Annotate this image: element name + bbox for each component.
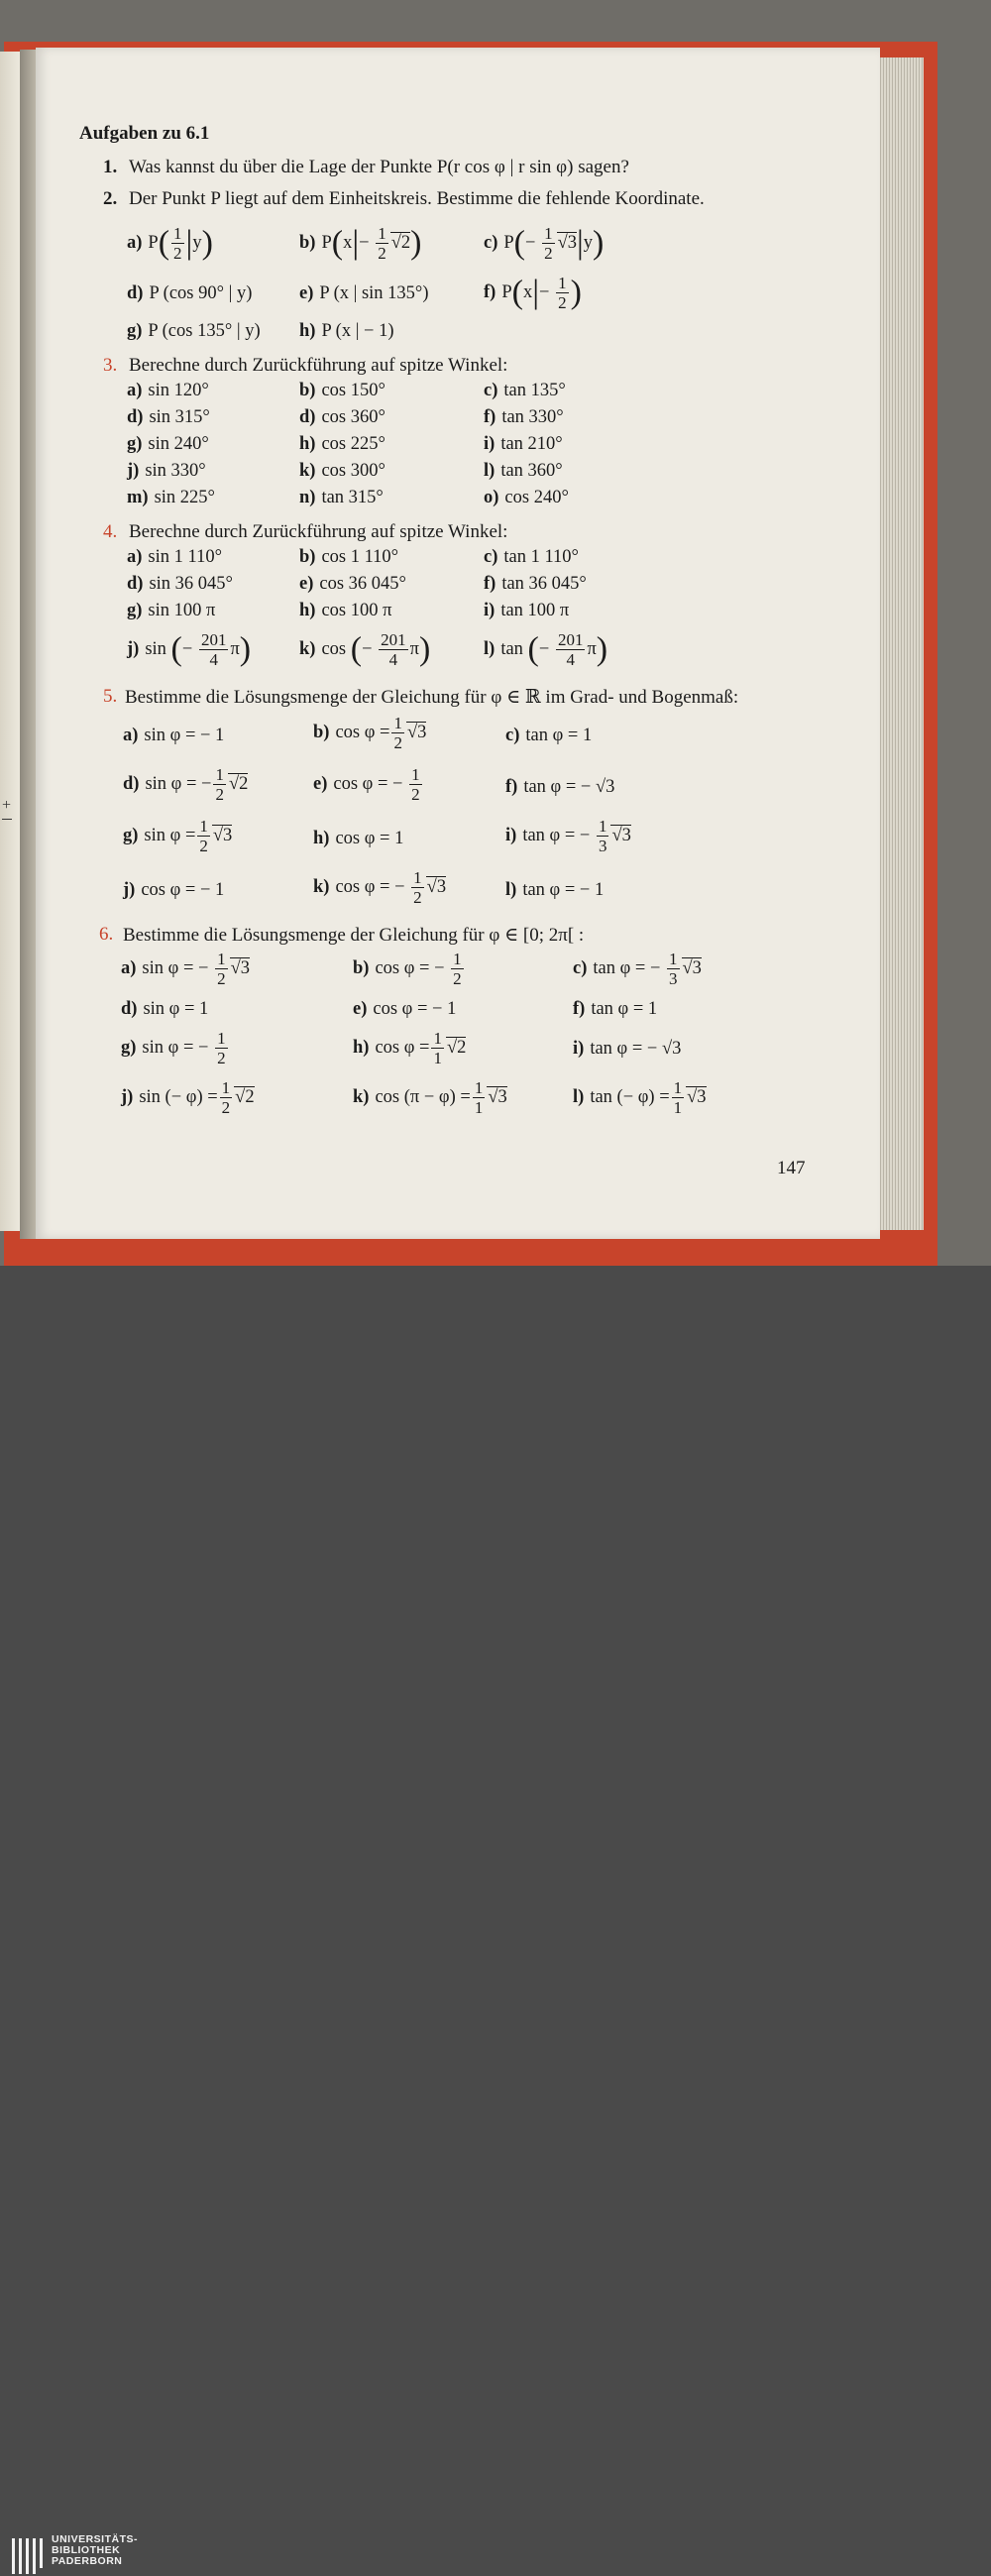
ex3-item: b) cos 150°: [299, 381, 385, 400]
exercise-5d: d) sin φ = − $\frac{1}{2}$ √2: [123, 765, 249, 804]
ex3-item: d) sin 315°: [127, 407, 210, 427]
ex3-item: i) tan 210°: [484, 434, 563, 454]
fraction: $\frac{1}{2}$: [199, 817, 208, 855]
exercise-6h: h) cos φ = $\frac{1}{1}$ √2: [353, 1029, 467, 1067]
label: l): [484, 638, 496, 659]
margin-mark: +: [2, 797, 12, 814]
exercise-5l: l) tan φ = − 1: [505, 880, 605, 900]
exercise-2f: f) P(x|− $\frac{1}{2}$ ): [484, 274, 582, 312]
exercise-5c: c) tan φ = 1: [505, 726, 593, 745]
ex3-item: d) cos 360°: [299, 407, 385, 427]
minus: −: [525, 232, 536, 253]
label: k): [299, 638, 316, 659]
exercise-2c: c) P(− $\frac{1}{2}$ √3|y): [484, 224, 605, 263]
book-page: [36, 48, 880, 1239]
ex4-item: h) cos 100 π: [299, 601, 392, 620]
exercise-2-number: 2.: [103, 188, 118, 209]
expr: P (x | − 1): [321, 321, 394, 341]
exercise-6f: f) tan φ = 1: [573, 999, 658, 1019]
exercise-4l: l) tan (− $\frac{201}{4}$ π): [484, 630, 608, 669]
fraction: $\frac{201}{4}$: [381, 630, 406, 669]
label: f): [484, 281, 496, 302]
ex3-item: f) tan 330°: [484, 407, 564, 427]
label: g): [127, 321, 143, 341]
exercise-6-text: Bestimme die Lösungsmenge der Gleichung für φ ∈ [0; 2π[ :: [123, 925, 585, 946]
ex4-item: a) sin 1 110°: [127, 547, 222, 567]
library-logo-icon: [10, 2536, 50, 2576]
exercise-2a: a) P( $\frac{1}{2}$ |y): [127, 224, 213, 263]
exercise-6a: a) sin φ = − $\frac{1}{2}$ √3: [121, 950, 250, 988]
ex3-item: k) cos 300°: [299, 461, 385, 481]
exercise-4-text: Berechne durch Zurückführung auf spitze Winkel:: [129, 521, 508, 542]
fraction: $\frac{1}{2}$: [411, 765, 420, 804]
minus: −: [539, 281, 550, 302]
label: h): [299, 321, 316, 341]
fraction: $\frac{1}{1}$: [673, 1078, 683, 1117]
library-name: [52, 2534, 138, 2567]
coord: x: [522, 281, 533, 302]
exercise-4k: k) cos (− $\frac{201}{4}$ π): [299, 630, 431, 669]
minus: −: [538, 638, 550, 659]
exercise-4-number: 4.: [103, 521, 118, 542]
exercise-1-text: Was kannst du über die Lage der Punkte P(r cos φ | r sin φ) sagen?: [129, 157, 629, 177]
exercise-6g: g) sin φ = − $\frac{1}{2}$: [121, 1029, 226, 1067]
exercise-6l: l) tan (− φ) = $\frac{1}{1}$ √3: [573, 1078, 707, 1117]
ex3-item: m) sin 225°: [127, 488, 215, 507]
fraction: $\frac{1}{2}$: [378, 224, 386, 263]
exercise-3-number: 3.: [103, 355, 118, 376]
library-line-3: PADERBORN: [52, 2555, 123, 2567]
margin-line: [2, 819, 12, 820]
label: b): [299, 232, 316, 253]
func: tan: [500, 638, 523, 659]
ex4-item: b) cos 1 110°: [299, 547, 399, 567]
point-letter: P: [501, 281, 512, 302]
fraction: $\frac{1}{2}$: [453, 950, 462, 988]
ex4-item: i) tan 100 π: [484, 601, 570, 620]
fraction: $\frac{201}{4}$: [557, 630, 584, 669]
sqrt: √3: [557, 232, 577, 253]
minus: −: [359, 232, 370, 253]
ex3-item: h) cos 225°: [299, 434, 385, 454]
label: d): [127, 283, 144, 303]
fraction: $\frac{1}{2}$: [413, 868, 422, 907]
func: cos: [321, 638, 347, 659]
exercise-2d: [127, 283, 252, 304]
exercise-5e: e) cos φ = − $\frac{1}{2}$: [313, 765, 420, 804]
fraction: $\frac{1}{2}$: [217, 950, 226, 988]
fraction: $\frac{1}{2}$: [217, 1029, 226, 1067]
fraction: $\frac{1}{2}$: [544, 224, 553, 263]
exercise-1-number: 1.: [103, 157, 118, 177]
ex3-item: n) tan 315°: [299, 488, 384, 507]
exercise-6i: i) tan φ = − √3: [573, 1039, 682, 1059]
ex4-item: g) sin 100 π: [127, 601, 216, 620]
scan-background: [0, 0, 991, 1266]
expr: P (cos 90° | y): [149, 283, 253, 303]
section-heading: Aufgaben zu 6.1: [79, 123, 210, 144]
fraction: $\frac{1}{1}$: [433, 1029, 442, 1067]
exercise-2b: b) P(x|− $\frac{1}{2}$ √2): [299, 224, 422, 263]
fraction: $\frac{201}{4}$: [200, 630, 227, 669]
fraction: $\frac{1}{2}$: [393, 714, 402, 752]
ex4-item: d) sin 36 045°: [127, 574, 233, 594]
fraction: $\frac{1}{2}$: [215, 765, 224, 804]
exercise-2g: [127, 321, 261, 342]
fraction: $\frac{1}{2}$: [221, 1078, 231, 1117]
exercise-6j: j) sin (− φ) = $\frac{1}{2}$ √2: [121, 1078, 255, 1117]
exercise-5-number: 5.: [103, 686, 118, 707]
exercise-5j: j) cos φ = − 1: [123, 880, 225, 900]
label: e): [299, 283, 314, 303]
fraction: $\frac{1}{3}$: [669, 950, 678, 988]
point-letter: P: [503, 232, 514, 253]
minus: −: [181, 638, 193, 659]
exercise-6d: d) sin φ = 1: [121, 999, 209, 1019]
exercise-5f: f) tan φ = − √3: [505, 777, 615, 797]
ex3-item: j) sin 330°: [127, 461, 206, 481]
page-number: 147: [777, 1158, 806, 1178]
coord: y: [583, 232, 594, 253]
ex3-item: a) sin 120°: [127, 381, 209, 400]
library-footer: [0, 1266, 991, 2567]
label: c): [484, 232, 498, 253]
ex4-item: f) tan 36 045°: [484, 574, 587, 594]
exercise-4j: j) sin (− $\frac{201}{4}$ π): [127, 630, 252, 669]
pi: π: [587, 638, 597, 659]
exercise-3-text: Berechne durch Zurückführung auf spitze Winkel:: [129, 355, 508, 376]
ex4-item: c) tan 1 110°: [484, 547, 579, 567]
ex4-item: e) cos 36 045°: [299, 574, 406, 594]
point-letter: P: [321, 232, 332, 253]
exercise-5-text: Bestimme die Lösungsmenge der Gleichung für φ ∈ ℝ im Grad- und Bogenmaß:: [125, 687, 739, 708]
fraction: $\frac{1}{2}$: [558, 274, 567, 312]
coord: x: [343, 232, 353, 253]
minus: −: [362, 638, 373, 659]
exercise-6-number: 6.: [99, 924, 114, 945]
fraction: $\frac{1}{3}$: [598, 817, 607, 855]
exercise-6k: k) cos (π − φ) = $\frac{1}{1}$ √3: [353, 1078, 507, 1117]
label: a): [127, 232, 143, 253]
exercise-5i: i) tan φ = − $\frac{1}{3}$ √3: [505, 817, 631, 855]
exercise-2e: [299, 283, 429, 304]
exercise-2-text: Der Punkt P liegt auf dem Einheitskreis. Bestimme die fehlende Koordinate.: [129, 188, 705, 209]
exercise-6b: b) cos φ = − $\frac{1}{2}$: [353, 950, 462, 988]
expr: P (x | sin 135°): [319, 283, 429, 303]
exercise-5b: b) cos φ = $\frac{1}{2}$ √3: [313, 714, 427, 752]
sqrt: √2: [390, 232, 411, 253]
exercise-5g: g) sin φ = $\frac{1}{2}$ √3: [123, 817, 233, 855]
pi: π: [409, 638, 419, 659]
ex3-item: g) sin 240°: [127, 434, 209, 454]
ex3-item: c) tan 135°: [484, 381, 566, 400]
exercise-5a: a) sin φ = − 1: [123, 726, 225, 745]
exercise-6e: e) cos φ = − 1: [353, 999, 457, 1019]
exercise-2h: [299, 321, 394, 342]
point-letter: P: [148, 232, 159, 253]
exercise-5k: k) cos φ = − $\frac{1}{2}$ √3: [313, 868, 447, 907]
fraction: $\frac{1}{2}$: [173, 224, 182, 263]
label: j): [127, 638, 140, 659]
fraction: $\frac{1}{1}$: [474, 1078, 484, 1117]
exercise-6c: c) tan φ = − $\frac{1}{3}$ √3: [573, 950, 702, 988]
coord: y: [192, 232, 202, 253]
pi: π: [230, 638, 240, 659]
func: sin: [145, 638, 166, 659]
exercise-5h: h) cos φ = 1: [313, 829, 404, 848]
library-line-1: UNIVERSITÄTS-: [52, 2533, 139, 2545]
library-line-2: BIBLIOTHEK: [52, 2544, 121, 2556]
ex3-item: l) tan 360°: [484, 461, 563, 481]
ex3-item: o) cos 240°: [484, 488, 569, 507]
expr: P (cos 135° | y): [148, 321, 261, 341]
